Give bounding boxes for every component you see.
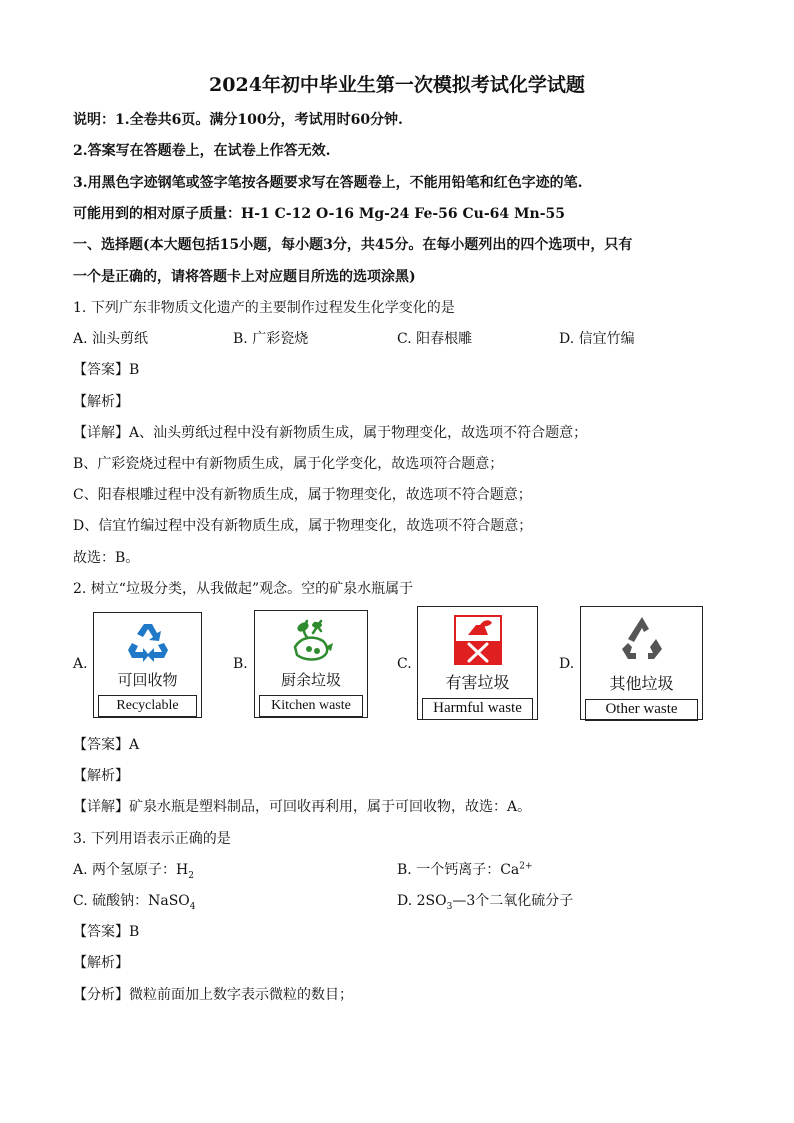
atomic-mass-note: 可能用到的相对原子质量：H-1 C-12 O-16 Mg-24 Fe-56 Cu-64 Mn-55 xyxy=(73,206,565,222)
q3-option-b-text: B. 一个钙离子：Ca xyxy=(397,862,520,878)
q1-detail-4: D、信宜竹编过程中没有新物质生成，属于物理变化，故选项不符合题意； xyxy=(73,518,533,534)
q3-option-c-sub: 4 xyxy=(189,901,196,912)
note-2: 2.答案写在答题卷上，在试卷上作答无效. xyxy=(73,143,331,159)
q1-detail-1: 【详解】A、汕头剪纸过程中没有新物质生成，属于物理变化，故选项不符合题意； xyxy=(73,425,588,441)
recyclable-bin-image xyxy=(93,612,202,718)
section-heading-line1: 一、选择题(本大题包括15小题，每小题3分，共45分。在每小题列出的四个选项中，只有 xyxy=(73,237,633,253)
section-heading-line2: 一个是正确的，请将答题卡上对应题目所选的选项涂黑) xyxy=(73,269,416,285)
q2-label-d: D. xyxy=(559,656,575,672)
bin-cn-label: 有害垃圾 xyxy=(445,673,510,692)
q1-answer: 【答案】B xyxy=(73,362,140,378)
bin-en-label: Kitchen waste xyxy=(259,695,363,717)
q3-option-d-sub: 3 xyxy=(446,901,453,912)
q1-stem: 1. 下列广东非物质文化遗产的主要制作过程发生化学变化的是 xyxy=(73,300,455,316)
q1-detail-3: C、阳春根雕过程中没有新物质生成，属于物理变化，故选项不符合题意； xyxy=(73,487,532,503)
bin-en-label: Harmful waste xyxy=(422,698,533,720)
q1-option-c: C. 阳春根雕 xyxy=(397,331,473,347)
q3-option-d xyxy=(397,890,573,912)
bin-en-label: Other waste xyxy=(585,699,698,721)
kitchen-waste-icon xyxy=(287,617,337,667)
bin-cn-label: 厨余垃圾 xyxy=(280,671,341,689)
q3-option-d-post: —3个二氧化硫分子 xyxy=(452,893,574,909)
q3-option-b-sup: 2+ xyxy=(519,861,533,872)
other-waste-bin-image xyxy=(580,606,703,720)
q3-option-d-text: D. 2SO xyxy=(397,893,447,909)
q2-analysis-label: 【解析】 xyxy=(73,768,129,784)
q3-option-a-text: A. 两个氢原子：H xyxy=(73,862,189,878)
note-3: 3.用黑色字迹钢笔或签字笔按各题要求写在答题卷上，不能用铅笔和红色字迹的笔. xyxy=(73,175,583,191)
q1-option-d: D. 信宜竹编 xyxy=(559,331,635,347)
q3-answer: 【答案】B xyxy=(73,924,140,940)
bin-cn-label: 其他垃圾 xyxy=(609,674,674,693)
q1-option-a: A. 汕头剪纸 xyxy=(73,331,149,347)
q3-option-c xyxy=(73,890,196,912)
q2-answer: 【答案】A xyxy=(73,737,140,753)
bin-cn-label: 可回收物 xyxy=(117,671,178,689)
q2-detail-1: 【详解】矿泉水瓶是塑料制品，可回收再利用，属于可回收物，故选：A。 xyxy=(73,799,532,815)
q1-analysis-label: 【解析】 xyxy=(73,394,129,410)
recycle-icon xyxy=(124,621,172,665)
q3-option-b xyxy=(397,859,533,879)
kitchen-waste-bin-image xyxy=(254,610,368,718)
q3-option-a-sub: 2 xyxy=(188,870,194,881)
q3-analysis-label: 【解析】 xyxy=(73,955,129,971)
q3-stem: 3. 下列用语表示正确的是 xyxy=(73,831,231,847)
q2-label-b: B. xyxy=(233,656,248,672)
q2-label-c: C. xyxy=(397,656,412,672)
q2-label-a: A. xyxy=(73,656,88,672)
q1-detail-2: B、广彩瓷烧过程中有新物质生成，属于化学变化，故选项符合题意； xyxy=(73,456,504,472)
q1-option-b: B. 广彩瓷烧 xyxy=(233,331,309,347)
note-1: 说明：1.全卷共6页。满分100分，考试用时60分钟. xyxy=(73,112,403,128)
q2-stem: 2. 树立“垃圾分类，从我做起”观念。空的矿泉水瓶属于 xyxy=(73,581,414,597)
harmful-waste-bin-image xyxy=(417,606,538,720)
q3-option-a xyxy=(73,859,194,881)
other-waste-icon xyxy=(618,615,666,663)
q3-option-c-text: C. 硫酸钠：NaSO xyxy=(73,893,190,909)
harmful-waste-icon xyxy=(454,615,502,665)
q3-detail-1: 【分析】微粒前面加上数字表示微粒的数目； xyxy=(73,987,353,1003)
q1-detail-5: 故选：B。 xyxy=(73,550,140,566)
page-title: 2024年初中毕业生第一次模拟考试化学试题 xyxy=(209,74,585,96)
bin-en-label: Recyclable xyxy=(98,695,197,717)
